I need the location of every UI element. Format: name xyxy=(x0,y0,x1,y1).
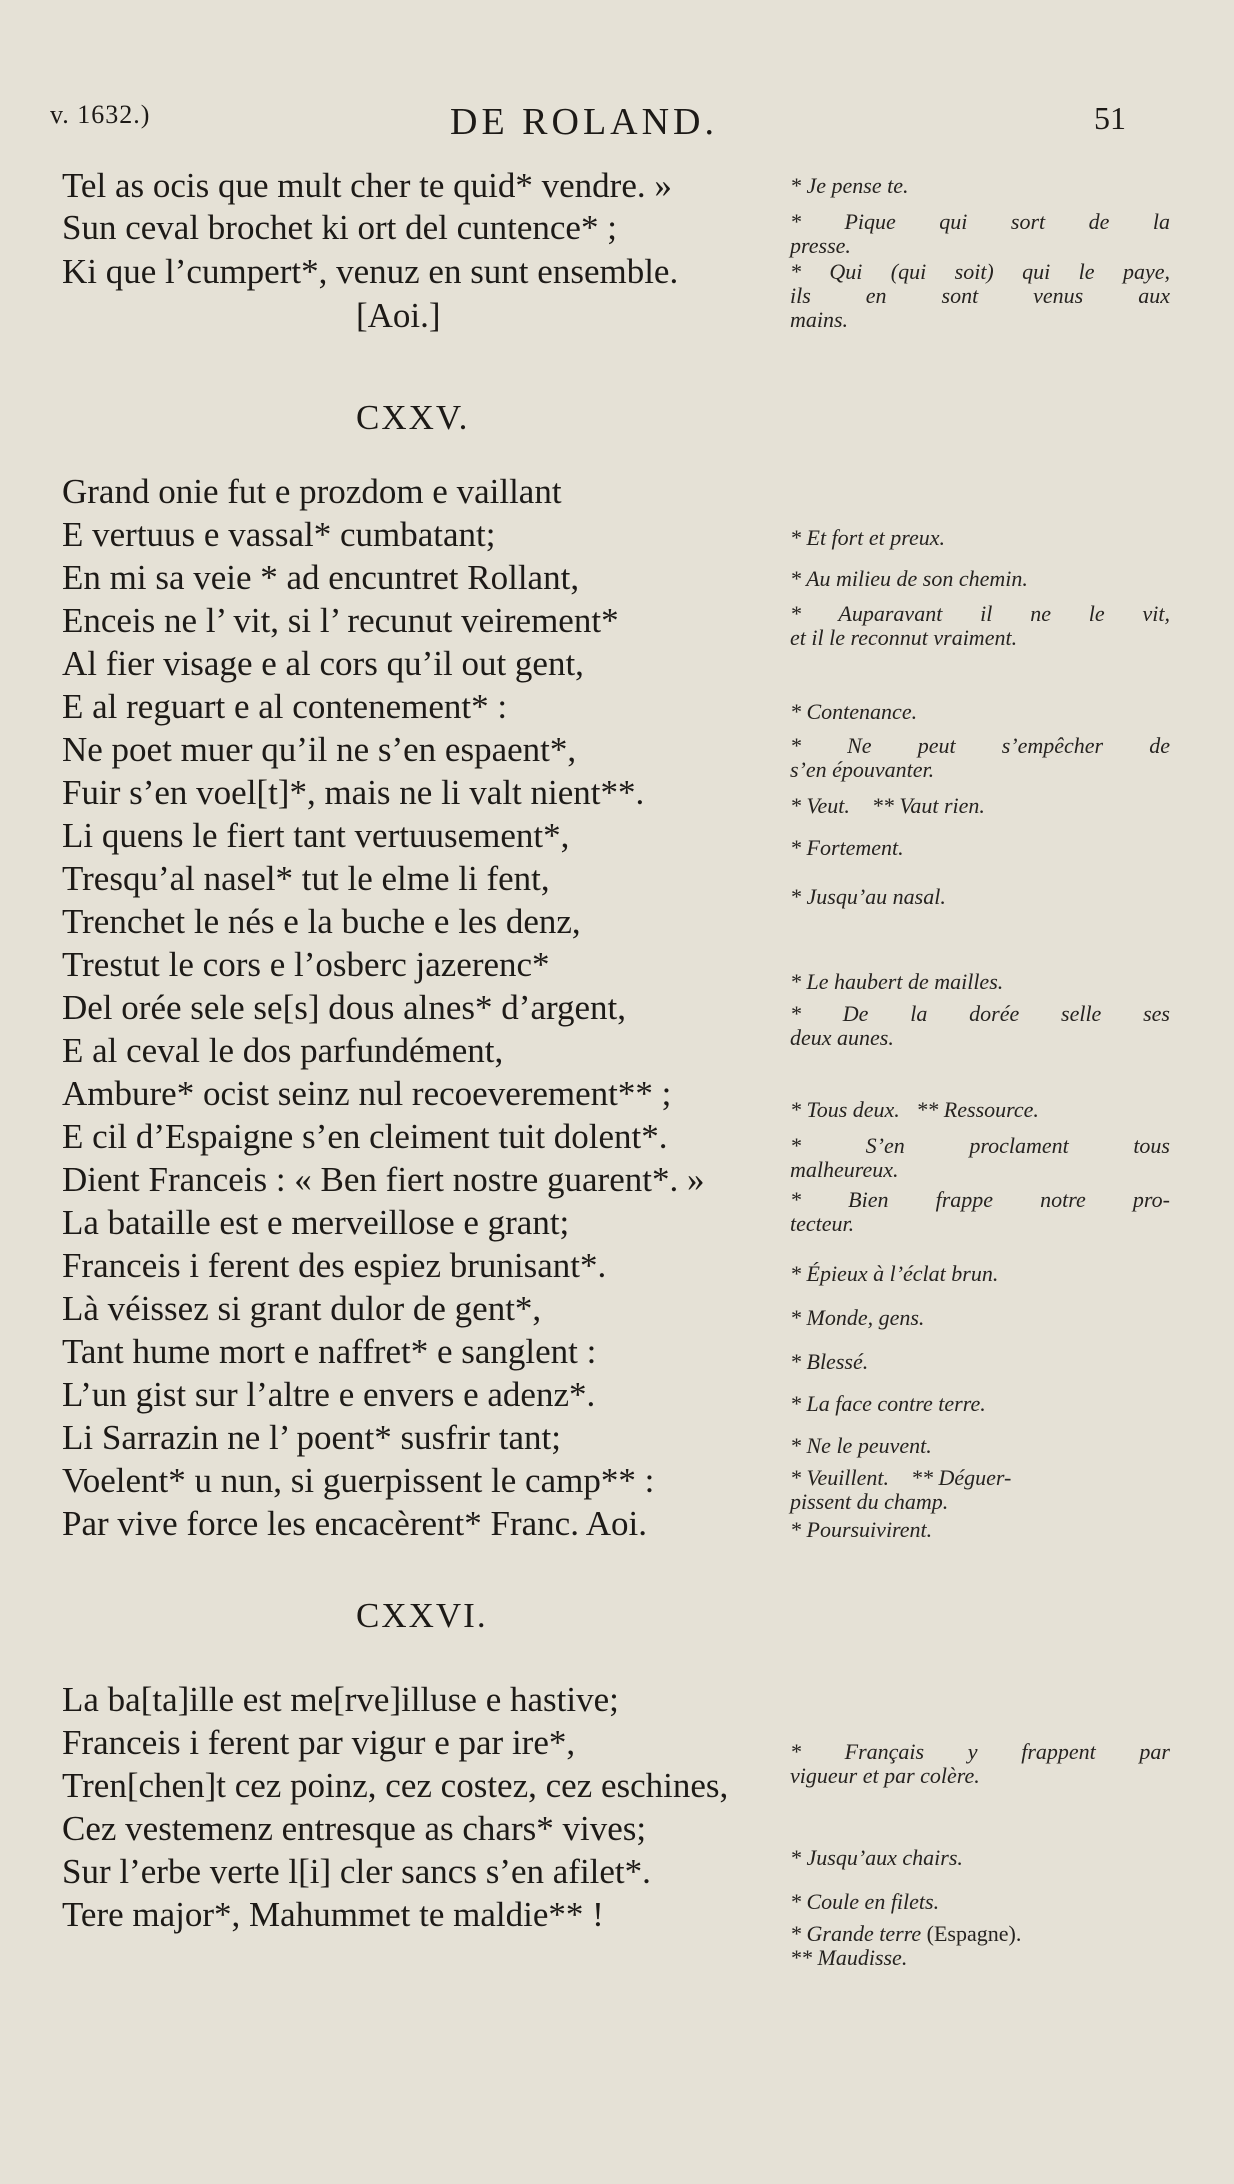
gloss-note xyxy=(790,567,1170,591)
verse-line: Grand onie fut e prozdom e vaillant xyxy=(62,472,562,511)
verse-line: Ki que l’cumpert*, venuz en sunt ensemble. xyxy=(62,252,679,291)
gloss-note xyxy=(790,1306,1170,1330)
gloss-line: * S’en proclament tous xyxy=(790,1133,1170,1158)
gloss-note xyxy=(790,734,1170,782)
gloss-line: * Blessé. xyxy=(790,1349,869,1374)
gloss-note xyxy=(790,885,1170,909)
gloss-note xyxy=(790,1434,1170,1458)
verse-line: Là véissez si grant dulor de gent*, xyxy=(62,1289,542,1328)
section-title: CXXVI. xyxy=(356,1596,488,1635)
verse-line: Tere major*, Mahummet te maldie** ! xyxy=(62,1895,604,1934)
verse-line: Enceis ne l’ vit, si l’ recunut veirement* xyxy=(62,601,619,640)
section-title: CXXV. xyxy=(356,398,470,437)
gloss-note xyxy=(790,970,1170,994)
gloss-note xyxy=(790,1188,1170,1236)
verse-line: Ambure* ocist seinz nul recoeverement** ; xyxy=(62,1074,672,1113)
gloss-line: deux aunes. xyxy=(790,1025,894,1050)
gloss-note xyxy=(790,1846,1170,1870)
gloss-note xyxy=(790,1740,1170,1788)
verse-line: Voelent* u nun, si guerpissent le camp** : xyxy=(62,1461,655,1500)
gloss-note xyxy=(790,526,1170,550)
verse-line: La bataille est e merveillose e grant; xyxy=(62,1203,570,1242)
verse-line: Par vive force les encacèrent* Franc. Aoi. xyxy=(62,1504,648,1543)
gloss-line: vigueur et par colère. xyxy=(790,1763,980,1788)
gloss-line: * Poursuivirent. xyxy=(790,1517,933,1542)
gloss-line: * La face contre terre. xyxy=(790,1391,986,1416)
gloss-note xyxy=(790,174,1170,198)
verse-line: Tant hume mort e naffret* e sanglent : xyxy=(62,1332,597,1371)
verse-line: Tel as ocis que mult cher te quid* vendre. » xyxy=(62,166,672,205)
header-verse-range: v. 1632.) xyxy=(50,100,151,129)
gloss-line: * Qui (qui soit) qui le paye, xyxy=(790,259,1170,284)
verse-line: E vertuus e vassal* cumbatant; xyxy=(62,515,496,554)
verse-line: Del orée sele se[s] dous alnes* d’argent, xyxy=(62,988,627,1027)
verse-line: Franceis i ferent par vigur e par ire*, xyxy=(62,1723,576,1762)
verse-line: Trenchet le nés e la buche e les denz, xyxy=(62,902,581,941)
gloss-line: malheureux. xyxy=(790,1157,899,1182)
verse-line: Tren[chen]t cez poinz, cez costez, cez eschines, xyxy=(62,1766,729,1805)
gloss-note xyxy=(790,794,1170,818)
gloss-note xyxy=(790,836,1170,860)
verse-line: Cez vestemenz entresque as chars* vives; xyxy=(62,1809,647,1848)
gloss-line: et il le reconnut vraiment. xyxy=(790,625,1018,650)
gloss-line: * Pique qui sort de la xyxy=(790,209,1170,234)
gloss-line: * Jusqu’au nasal. xyxy=(790,884,946,909)
gloss-note xyxy=(790,1922,1170,1970)
verse-line: Dient Franceis : « Ben fiert nostre guarent*. » xyxy=(62,1160,705,1199)
gloss-note xyxy=(790,1518,1170,1542)
verse-line: E cil d’Espaigne s’en cleiment tuit dolent*. xyxy=(62,1117,668,1156)
gloss-line: * Veut. ** Vaut rien. xyxy=(790,793,985,818)
gloss-line: * Ne peut s’empêcher de xyxy=(790,733,1170,758)
verse-line: Al fier visage e al cors qu’il out gent, xyxy=(62,644,584,683)
gloss-line: pissent du champ. xyxy=(790,1489,949,1514)
gloss-line: * Épieux à l’éclat brun. xyxy=(790,1261,999,1286)
gloss-note xyxy=(790,1350,1170,1374)
running-title: DE ROLAND. xyxy=(450,101,718,143)
verse-line: La ba[ta]ille est me[rve]illuse e hastive; xyxy=(62,1680,619,1719)
page-number: 51 xyxy=(1094,100,1126,136)
verse-line: L’un gist sur l’altre e envers e adenz*. xyxy=(62,1375,596,1414)
gloss-note xyxy=(790,602,1170,650)
gloss-note xyxy=(790,260,1170,332)
gloss-note xyxy=(790,210,1170,258)
gloss-line: * Le haubert de mailles. xyxy=(790,969,1004,994)
gloss-line: * De la dorée selle ses xyxy=(790,1001,1170,1026)
gloss-note xyxy=(790,1098,1170,1122)
verse-line: Li quens le fiert tant vertuusement*, xyxy=(62,816,570,855)
verse-line: Sun ceval brochet ki ort del cuntence* ; xyxy=(62,208,617,247)
gloss-line: * Ne le peuvent. xyxy=(790,1433,932,1458)
gloss-line: * Bien frappe notre pro- xyxy=(790,1187,1170,1212)
gloss-note xyxy=(790,700,1170,724)
verse-line: Li Sarrazin ne l’ poent* susfrir tant; xyxy=(62,1418,561,1457)
gloss-line: mains. xyxy=(790,307,849,332)
aoi-refrain: [Aoi.] xyxy=(356,296,441,335)
gloss-line: * Fortement. xyxy=(790,835,904,860)
gloss-line: * Français y frappent par xyxy=(790,1739,1170,1764)
verse-line: Ne poet muer qu’il ne s’en espaent*, xyxy=(62,730,577,769)
gloss-line: s’en épouvanter. xyxy=(790,757,935,782)
gloss-note xyxy=(790,1466,1170,1514)
verse-line: En mi sa veie * ad encuntret Rollant, xyxy=(62,558,580,597)
gloss-line: * Auparavant il ne le vit, xyxy=(790,601,1170,626)
gloss-line: * Contenance. xyxy=(790,699,918,724)
gloss-line: tecteur. xyxy=(790,1211,855,1236)
gloss-line: * Tous deux. ** Ressource. xyxy=(790,1097,1039,1122)
gloss-note xyxy=(790,1002,1170,1050)
gloss-note xyxy=(790,1134,1170,1182)
gloss-line: * Au milieu de son chemin. xyxy=(790,566,1028,591)
verse-line: Tresqu’al nasel* tut le elme li fent, xyxy=(62,859,550,898)
gloss-note xyxy=(790,1392,1170,1416)
gloss-line: * Veuillent. ** Déguer- xyxy=(790,1465,1012,1490)
gloss-line: ils en sont venus aux xyxy=(790,283,1170,308)
gloss-line: * Monde, gens. xyxy=(790,1305,925,1330)
gloss-note xyxy=(790,1890,1170,1914)
verse-line: Franceis i ferent des espiez brunisant*. xyxy=(62,1246,607,1285)
gloss-line: * Je pense te. xyxy=(790,173,909,198)
gloss-line: * Grande terre (Espagne). xyxy=(790,1921,1022,1946)
gloss-line: * Jusqu’aux chairs. xyxy=(790,1845,963,1870)
verse-line: E al ceval le dos parfundément, xyxy=(62,1031,504,1070)
verse-line: E al reguart e al contenement* : xyxy=(62,687,508,726)
verse-line: Trestut le cors e l’osberc jazerenc* xyxy=(62,945,550,984)
verse-line: Sur l’erbe verte l[i] cler sancs s’en afilet*. xyxy=(62,1852,651,1891)
gloss-line: * Et fort et preux. xyxy=(790,525,945,550)
gloss-line: presse. xyxy=(790,233,851,258)
gloss-line: * Coule en filets. xyxy=(790,1889,940,1914)
gloss-note xyxy=(790,1262,1170,1286)
roman-word: (Espagne). xyxy=(926,1921,1022,1946)
gloss-line: ** Maudisse. xyxy=(790,1945,908,1970)
verse-line: Fuir s’en voel[t]*, mais ne li valt nient**. xyxy=(62,773,645,812)
